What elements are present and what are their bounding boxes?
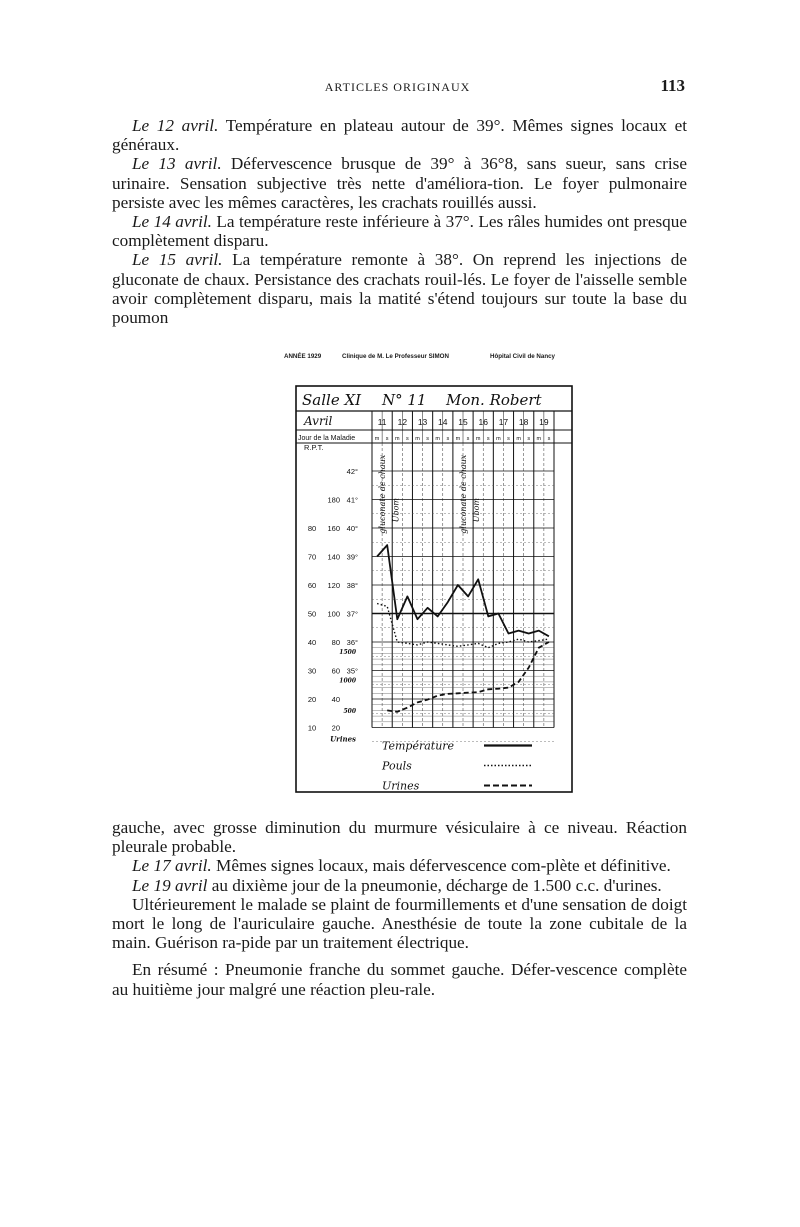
day-tick-label: 11 — [377, 417, 387, 427]
paragraph — [112, 818, 687, 856]
day-tick-label: 15 — [458, 417, 468, 427]
paragraph — [112, 116, 687, 154]
paragraph-text: au dixième jour de la pneumonie, décharge de 1.500 c.c. d'urines. — [207, 875, 662, 895]
temp-tick-label: 39° — [346, 552, 358, 562]
evening-tick-label: s — [507, 436, 510, 442]
pulse-tick-label: 160 — [327, 524, 340, 533]
temperature-chart — [284, 364, 584, 797]
chart-caption-hospital: Hôpital Civil de Nancy — [490, 353, 555, 360]
entry-date: Le 19 avril — [132, 875, 208, 895]
evening-tick-label: s — [466, 436, 470, 442]
entry-date: Le 17 avril. — [132, 856, 212, 876]
resp-tick-label: 80 — [307, 524, 317, 533]
urine-tick-label: 1500 — [339, 649, 356, 656]
day-tick-label: 16 — [478, 417, 488, 427]
annotation-gluconate: gluconate de chaux — [459, 454, 469, 534]
resp-tick-label: 60 — [307, 581, 317, 590]
salle-label: Salle XI — [302, 391, 362, 409]
urine-tick-label: 1000 — [339, 677, 356, 685]
evening-tick-label: s — [547, 436, 551, 442]
evening-tick-label: s — [426, 436, 429, 442]
running-head: ARTICLES ORIGINAUX — [324, 80, 471, 94]
annotation-ubom: Ubom — [391, 498, 401, 523]
patient-name: Mon. Robert — [446, 391, 542, 409]
paragraph-text: Mêmes signes locaux, mais défervescence com-plète et définitive. — [211, 856, 671, 876]
paragraph — [112, 876, 687, 895]
morning-tick-label: m — [435, 436, 441, 442]
resp-tick-label: 10 — [307, 723, 317, 733]
evening-tick-label: s — [385, 436, 389, 442]
paragraph-text: Ultérieurement le malade se plaint de fourmillements et d'une sensation de doigt mort le long de l'auriculaire gauche. Anesthésie de toute la zone cubitale de la main. Guérison ra-pide par un traitement électrique. — [112, 894, 687, 953]
paragraph — [112, 212, 687, 250]
month-label: Avril — [304, 414, 333, 428]
evening-tick-label: s — [527, 436, 531, 442]
day-tick-label: 12 — [397, 417, 408, 427]
pulse-tick-label: 80 — [331, 638, 340, 647]
temp-tick-label: 35° — [346, 666, 358, 676]
temp-tick-label: 36° — [346, 638, 358, 647]
pulse-tick-label: 180 — [327, 495, 340, 505]
paragraph — [112, 856, 687, 875]
paragraph — [112, 154, 687, 212]
day-tick-label: 18 — [518, 417, 529, 427]
morning-tick-label: m — [536, 436, 542, 442]
pulse-tick-label: 140 — [327, 552, 340, 562]
paragraph — [112, 895, 687, 953]
temp-tick-label: 42° — [346, 467, 358, 476]
resp-tick-label: 40 — [307, 638, 317, 647]
day-tick-label: 13 — [417, 417, 428, 427]
page-number: 113 — [660, 76, 685, 95]
annotation-gluconate: gluconate de chaux — [378, 454, 388, 534]
text-block-bottom — [112, 818, 687, 999]
day-of-illness-label: Jour de la Maladie — [298, 435, 356, 442]
paragraph-text: La température remonte à 38°. On reprend les injections de gluconate de chaux. Persistance des crachats rouil-lés. Le foyer de l'aisselle semble avoir complètement disparu, mais la matité s'étend toujours sur toute la base du poumon — [112, 250, 687, 328]
resp-tick-label: 70 — [307, 552, 317, 562]
pulse-tick-label: 120 — [327, 581, 340, 590]
entry-date: Le 14 avril. — [132, 212, 212, 232]
temperature-chart-figure — [284, 352, 584, 797]
annotation-ubom: Ubom — [472, 498, 482, 523]
evening-tick-label: s — [406, 436, 409, 442]
pulse-tick-label: 20 — [331, 723, 340, 733]
resp-tick-label: 50 — [307, 609, 317, 619]
resp-tick-label: 20 — [307, 695, 317, 704]
paragraph — [112, 250, 687, 327]
evening-tick-label: s — [486, 436, 490, 442]
rpt-label: R.P.T. — [304, 443, 324, 452]
morning-tick-label: m — [374, 436, 380, 442]
urine-tick-label: 500 — [343, 708, 356, 715]
evening-tick-label: s — [446, 436, 450, 442]
paragraph-text: Défervescence brusque de 39° à 36°8, sans sueur, sans crise urinaire. Sensation subjective très nette d'améliora-tion. Le foyer pulmonaire persiste avec les mêmes caractères, les crachats rouillés aussi. — [112, 154, 687, 212]
entry-date: Le 12 avril. — [132, 116, 219, 135]
chart-caption-year: ANNÉE 1929 — [284, 353, 322, 360]
text-block-top — [112, 116, 687, 327]
pulse-tick-label: 40 — [331, 695, 340, 704]
temp-tick-label: 41° — [346, 495, 358, 505]
morning-tick-label: m — [455, 436, 461, 442]
resp-tick-label: 30 — [307, 666, 317, 676]
series-line-urines — [387, 642, 549, 712]
paragraph-text: Température en plateau autour de 39°. Mêmes signes locaux et généraux. — [112, 116, 688, 155]
morning-tick-label: m — [516, 436, 521, 442]
day-tick-label: 19 — [539, 417, 549, 427]
morning-tick-label: m — [496, 436, 501, 442]
paragraph-text: En résumé : Pneumonie franche du sommet gauche. Défer-vescence complète au huitième jour malgré une réaction pleu-rale. — [112, 960, 687, 999]
morning-tick-label: m — [475, 436, 481, 442]
legend-urines-label: Urines — [382, 779, 420, 793]
day-tick-label: 17 — [498, 417, 509, 427]
morning-tick-label: m — [415, 436, 420, 442]
numero-label: N° 11 — [382, 391, 427, 409]
temp-tick-label: 37° — [346, 609, 358, 619]
entry-date: Le 15 avril. — [132, 250, 223, 270]
temp-tick-label: 40° — [346, 524, 358, 533]
paragraph-text: gauche, avec grosse diminution du murmure vésiculaire à ce niveau. Réaction pleurale probable. — [112, 818, 687, 857]
pulse-tick-label: 100 — [327, 609, 340, 619]
day-tick-label: 14 — [438, 417, 448, 427]
urine-axis-label: Urines — [330, 734, 356, 744]
morning-tick-label: m — [394, 436, 400, 442]
pulse-tick-label: 60 — [331, 666, 340, 676]
entry-date: Le 13 avril. — [132, 154, 222, 174]
chart-caption-clinic: Clinique de M. Le Professeur SIMON — [342, 353, 449, 360]
paragraph — [112, 960, 687, 998]
chart-caption — [284, 352, 584, 364]
page-header — [110, 76, 685, 98]
paragraph-text: La température reste inférieure à 37°. Les râles humides ont presque complètement disparu. — [112, 212, 687, 251]
temp-tick-label: 38° — [346, 581, 358, 590]
legend-pouls-label: Pouls — [382, 759, 412, 773]
legend-temperature-label: Température — [382, 739, 455, 753]
